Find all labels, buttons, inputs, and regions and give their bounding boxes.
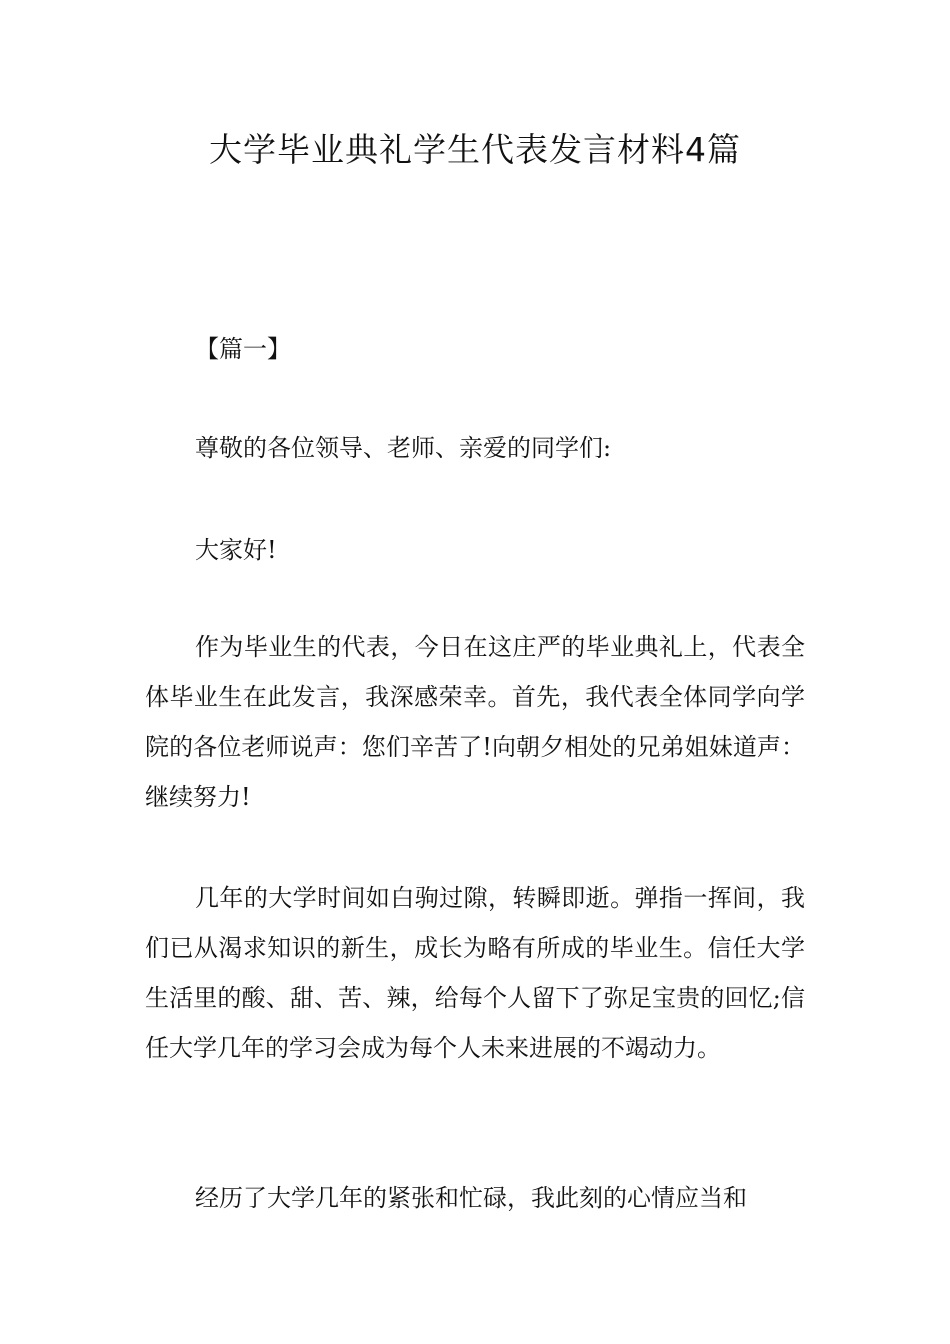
body-paragraph-1: 作为毕业生的代表，今日在这庄严的毕业典礼上，代表全体毕业生在此发言，我深感荣幸。首先，我代表全体同学向学院的各位老师说声：您们辛苦了!向朝夕相处的兄弟姐妹道声：继续努力! — [145, 633, 805, 811]
greeting-paragraph: 尊敬的各位领导、老师、亲爱的同学们: — [195, 434, 612, 462]
document-title: 大学毕业典礼学生代表发言材料4篇 — [209, 130, 741, 169]
body-paragraph-2: 几年的大学时间如白驹过隙，转瞬即逝。弹指一挥间，我们已从渴求知识的新生，成长为略有所成的毕业生。信任大学生活里的酸、甜、苦、辣，给每个人留下了弥足宝贵的回忆;信任大学几年的学习会成为每个人未来进展的不竭动力。 — [145, 884, 805, 1062]
section-label: 【篇一】 — [195, 335, 291, 363]
body-paragraph-3: 经历了大学几年的紧张和忙碌，我此刻的心情应当和 — [195, 1184, 747, 1212]
hello-paragraph: 大家好! — [195, 536, 277, 564]
